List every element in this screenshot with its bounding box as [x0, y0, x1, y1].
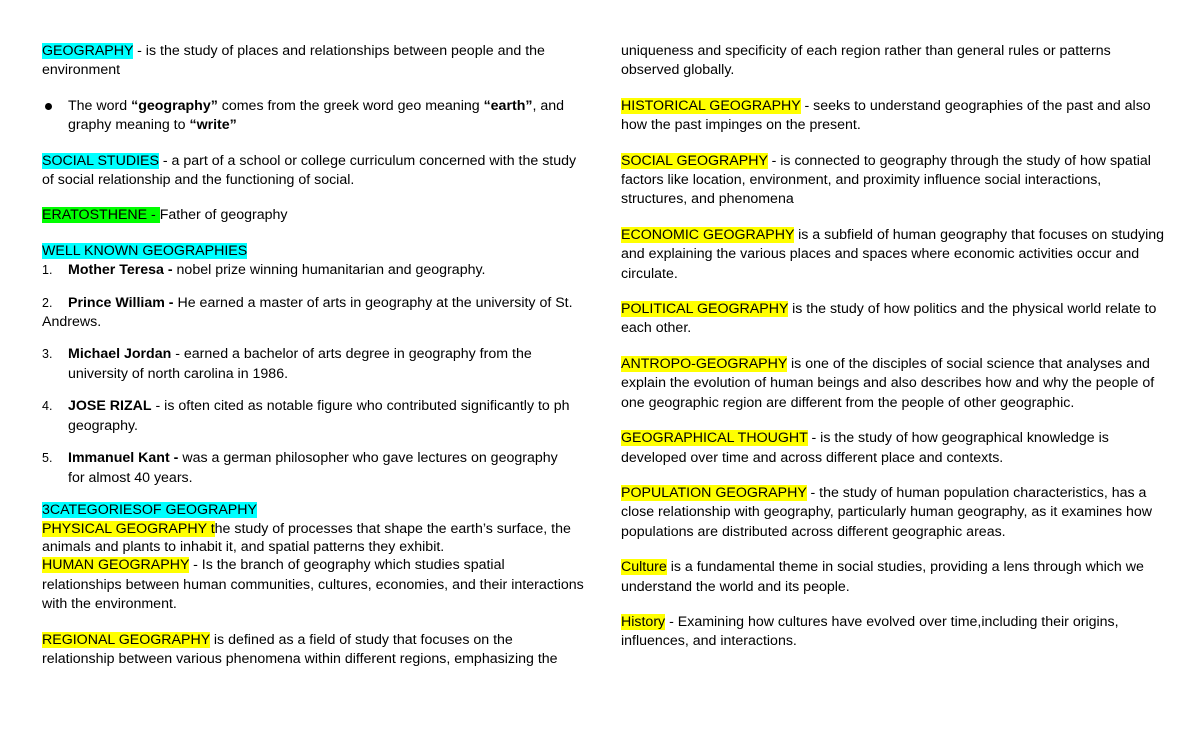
term-social-studies: SOCIAL STUDIES: [42, 152, 159, 169]
economic-geography-definition: [621, 226, 1166, 284]
antropo-def-text: is one of the disciples of social science that analyses and explain the evolution of human beings and also describes how and why the people of one geographic region are different from the people of other geographic.: [621, 355, 1155, 411]
list-item: [42, 261, 587, 280]
list-desc: - is often cited as notable figure who contributed significantly to ph geography.: [68, 398, 570, 434]
thought-def-text: - is the study of how geographical knowledge is developed over time and across different place and contexts.: [621, 430, 1109, 466]
political-geography-definition: [621, 300, 1166, 339]
list-name: JOSE RIZAL: [68, 398, 152, 415]
history-definition: [621, 613, 1166, 652]
economic-def-text: is a subfield of human geography that focuses on studying and explaining the various places and spaces where economic activities occur and circulate.: [621, 226, 1165, 282]
political-def-text: is the study of how politics and the physical world relate to each other.: [621, 301, 1157, 337]
list-item: [42, 294, 587, 333]
geographical-thought-definition: [621, 429, 1166, 468]
right-column: [621, 42, 1166, 652]
population-def-text: - the study of human population characteristics, has a close relationship with geography, particularly human geography, as it examines how populations are distributed across different geographic areas.: [621, 484, 1153, 540]
origin-text-1: The word: [68, 97, 132, 114]
eratosthene-def-text: Father of geography: [159, 207, 288, 224]
historical-def-text: - seeks to understand geographies of the past and also how the past impinges on the present.: [621, 97, 1151, 134]
bullet-dot-icon: [45, 103, 52, 110]
eratosthene-definition: [42, 206, 587, 225]
term-population-geography: POPULATION GEOGRAPHY: [621, 484, 807, 501]
categories-heading: [42, 501, 587, 520]
term-history: History: [621, 613, 666, 630]
list-desc: was a german philosopher who gave lectures on geography for almost 40 years.: [68, 450, 558, 486]
physical-geography-definition: [42, 520, 587, 556]
origin-text-3: , and graphy meaning to: [68, 97, 565, 134]
population-geography-definition: [621, 484, 1166, 542]
origin-text-2: comes from the greek word geo meaning: [217, 97, 484, 114]
term-regional-geography: REGIONAL GEOGRAPHY: [42, 631, 210, 648]
term-culture: Culture: [621, 559, 667, 576]
list-name: Immanuel Kant -: [68, 450, 179, 467]
left-column: [42, 42, 587, 669]
term-geography: GEOGRAPHY: [42, 43, 134, 59]
list-name: Mother Teresa -: [68, 262, 173, 279]
geography-def-text: - is the study of places and relationships between people and the environment: [42, 43, 545, 79]
list-number: 3.: [42, 347, 53, 362]
human-def-text: - Is the branch of geography which studies spatial relationships between human communities, cultures, economies, and their interactions with the environment.: [42, 557, 584, 613]
term-human-geography: HUMAN GEOGRAPHY: [42, 557, 190, 574]
term-geographical-thought: GEOGRAPHICAL THOUGHT: [621, 430, 808, 447]
list-number: 5.: [42, 451, 53, 466]
term-physical-geography: PHYSICAL GEOGRAPHY t: [42, 521, 215, 538]
list-desc: - earned a bachelor of arts degree in geography from the university of north carolina in 1986.: [68, 346, 532, 382]
geography-definition: [42, 42, 587, 81]
regional-geography-definition: [42, 631, 587, 670]
list-number: 4.: [42, 399, 53, 414]
well-known-heading: [42, 242, 587, 261]
antropo-geography-definition: [621, 355, 1166, 413]
origin-earth: “earth”: [483, 97, 533, 114]
regional-continuation: [621, 42, 1166, 81]
human-geography-definition: [42, 556, 587, 614]
history-def-text: - Examining how cultures have evolved over time,including their origins, influences, and interactions.: [621, 613, 1119, 650]
list-item: [42, 345, 587, 384]
term-eratosthene: ERATOSTHENE -: [42, 207, 160, 224]
historical-geography-definition: [621, 97, 1166, 136]
list-name: Michael Jordan: [68, 346, 172, 363]
social-def-text: - is connected to geography through the study of how spatial factors like location, environment, and proximity influence social interactions, structures, and phenomena: [621, 152, 1151, 208]
term-political-geography: POLITICAL GEOGRAPHY: [621, 301, 789, 318]
term-antropo-geography: ANTROPO-GEOGRAPHY: [621, 355, 788, 372]
social-geography-definition: [621, 152, 1166, 210]
origin-word: “geography”: [131, 97, 218, 114]
list-number: 1.: [42, 263, 53, 278]
regional-def-text: is defined as a field of study that focuses on the relationship between various phenomena within different regions, emphasizing the: [42, 631, 558, 667]
physical-def-text: he study of processes that shape the earth’s surface, the animals and plants to inhabit it, and spatial patterns they exhibit.: [42, 521, 571, 556]
social-studies-def-text: - a part of a school or college curriculum concerned with the study of social relationship and the functioning of social.: [42, 152, 577, 189]
term-economic-geography: ECONOMIC GEOGRAPHY: [621, 226, 795, 243]
list-desc: He earned a master of arts in geography at the university of St. Andrews.: [42, 294, 573, 331]
social-studies-definition: [42, 152, 587, 191]
list-item: [42, 397, 587, 436]
culture-def-text: is a fundamental theme in social studies, providing a lens through which we understand the world and its people.: [621, 559, 1144, 595]
list-number: 2.: [42, 295, 53, 310]
categories-heading-text: 3CATEGORIESOF GEOGRAPHY: [42, 501, 257, 518]
list-item: [42, 449, 587, 488]
term-social-geography: SOCIAL GEOGRAPHY: [621, 152, 768, 169]
list-desc: nobel prize winning humanitarian and geography.: [172, 262, 486, 279]
list-name: Prince William -: [68, 294, 174, 311]
well-known-heading-text: WELL KNOWN GEOGRAPHIES: [42, 242, 248, 259]
origin-bullet: [42, 97, 587, 136]
origin-write: “write”: [189, 117, 237, 134]
continuation-text: uniqueness and specificity of each region rather than general rules or patterns observed globally.: [621, 43, 1111, 79]
term-historical-geography: HISTORICAL GEOGRAPHY: [621, 97, 801, 114]
culture-definition: [621, 558, 1166, 597]
